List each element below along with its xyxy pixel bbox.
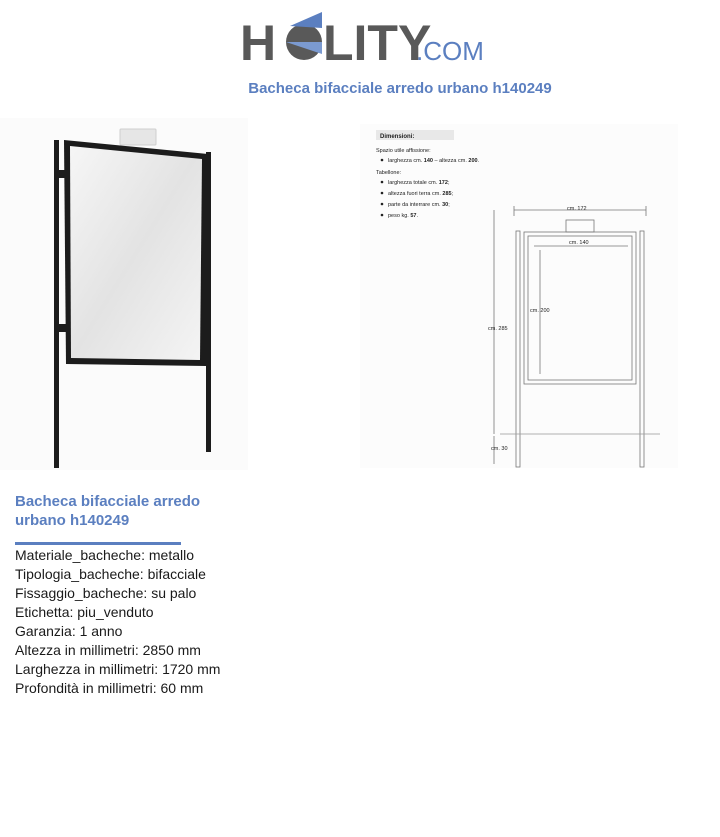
board-bullets [381, 180, 454, 219]
holity-logo[interactable] [238, 8, 488, 70]
label-inner-width: cm. 140 [569, 240, 589, 246]
product-title: Bacheca bifacciale arredo urbano h140249 [15, 493, 201, 529]
spec-row: Altezza in millimetri: 2850 mm [15, 642, 201, 658]
logo-graphic [238, 8, 488, 70]
svg-text:parte da interrare cm. 30;: parte da interrare cm. 30; [388, 202, 450, 208]
spec-row: Tipologia_bacheche: bifacciale [15, 566, 206, 582]
label-total-height: cm. 285 [488, 326, 508, 332]
spec-row: Profondità in millimetri: 60 mm [15, 680, 204, 696]
product-image [0, 118, 248, 470]
svg-text:peso kg. 57.: peso kg. 57. [388, 213, 418, 219]
label-total-width: cm. 172 [567, 206, 587, 212]
spec-row: Garanzia: 1 anno [15, 623, 123, 639]
space-heading: Spazio utile affissione: [376, 148, 431, 154]
logo-letter-h: H [240, 15, 277, 70]
spec-row: Etichetta: piu_venduto [15, 604, 154, 620]
svg-text:altezza fuori terra cm. 285;: altezza fuori terra cm. 285; [388, 191, 454, 197]
page-title: Bacheca bifacciale arredo urbano h140249 [248, 80, 552, 97]
logo-letters-lity: LITY [323, 15, 432, 70]
spec-row: Larghezza in millimetri: 1720 mm [15, 661, 221, 677]
label-buried: cm. 30 [491, 446, 508, 452]
logo-suffix-com: .COM [416, 36, 484, 66]
board-glass [70, 146, 202, 360]
top-sign-holder [120, 129, 156, 145]
left-post [54, 140, 59, 468]
spec-row: Materiale_bacheche: metallo [15, 547, 195, 563]
board-heading: Tabellone: [376, 170, 402, 176]
technical-drawing [360, 124, 678, 468]
title-divider [15, 542, 181, 545]
svg-text:larghezza totale cm. 172;: larghezza totale cm. 172; [388, 180, 450, 186]
spec-list [15, 546, 220, 698]
spec-row: Fissaggio_bacheche: su palo [15, 585, 197, 601]
space-bullet: larghezza cm. 140 – altezza cm. 200. [388, 158, 480, 164]
label-inner-height: cm. 200 [530, 308, 550, 314]
dimensions-heading: Dimensioni: [380, 134, 415, 140]
logo-o-globe-icon [286, 12, 322, 60]
